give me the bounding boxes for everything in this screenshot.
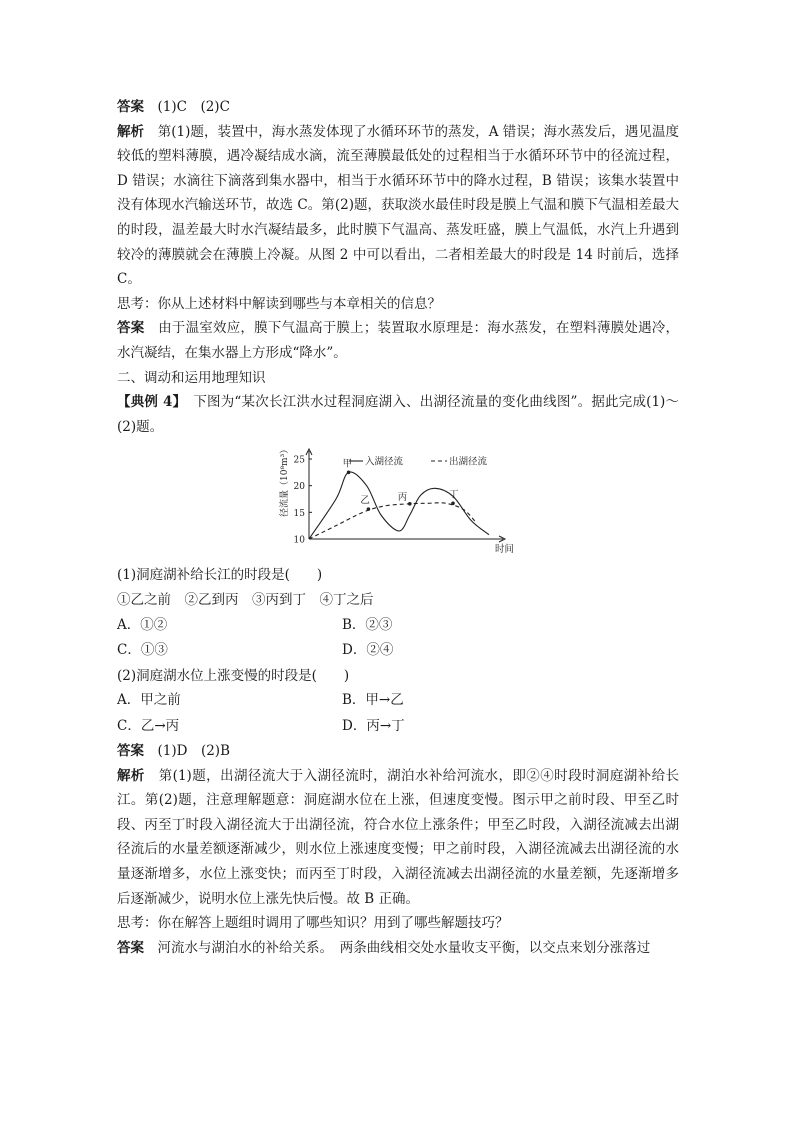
q1-options-row-1 [117,613,679,639]
point-label: 乙 [360,495,370,507]
point-marker [451,502,455,506]
think-answer-2 [117,936,679,961]
q2-options-row-2 [117,714,679,740]
answer-label-2: 答案 [117,743,144,760]
think-question-1: 思考：你从上述材料中解读到哪些与本章相关的信息？ [117,295,441,312]
answer-line-1 [117,95,679,120]
analysis-text: 第(1)题，装置中，海水蒸发体现了水循环环节的蒸发，A 错误；海水蒸发后，遇见温度较低的塑料薄膜，遇冷凝结成水滴，流至薄膜最低处的过程相当于水循环环节中的径流过程，D 错误；水滴往下滴落到集水器中，相当于水循环环节中的降水过程，B 错误；该集水装置中没有体现水汽输送环节，故选 C。第(2)题，获取淡水最佳时段是膜上气温和膜下气温相差最大的时段，温差最大时水汽凝结最多，此时膜下气温高、蒸发旺盛，膜上气温低，水汽上升遇到较冷的薄膜就会在薄膜上冷凝。从图 2 中可以看出，二者相差最大的时段是 14 时前后，选择 C。 [117,123,680,288]
point-marker [347,471,351,475]
analysis-label: 解析 [117,123,145,140]
y-tick-label: 25 [293,455,305,466]
analysis-text-2: 第(1)题，出湖径流大于入湖径流时，湖泊水补给河流水，即②④时段时洞庭湖补给长江。第(2)题，注意理解题意：洞庭湖水位在上涨，但速度变慢。图示甲之前时段、甲至乙时段、丙至丁时段入湖径流大于出湖径流，符合水位上涨条件；甲至乙时段，入湖径流减去出湖径流后的水量差额逐渐减少，则水位上涨速度变慢；甲之前时段，入湖径流减去出湖径流的水量逐渐增多，水位上涨变快；而丙至丁时段，入湖径流减去出湖径流的水量差额，先逐渐增多后逐渐减少，说明水位上涨先快后慢。故 B 正确。 [117,767,680,907]
q2-option-b: B．甲→乙 [342,692,404,709]
point-label: 甲 [342,458,353,470]
example-intro [117,390,679,439]
y-tick-label: 15 [293,509,305,520]
legend-inflow-label: 入湖径流 [365,456,404,468]
answer-text: (1)C (2)C [157,99,230,115]
think-answer-label-2: 答案 [117,939,144,956]
point-marker [367,508,371,512]
think-answer-1 [117,316,679,365]
think-answer-text-2: 河流水与湖泊水的补给关系。 两条曲线相交处水量收支平衡，以交点来划分涨落过 [157,939,651,956]
point-label: 丙 [397,492,408,504]
runoff-chart [117,443,679,561]
example-tag: 【典例 4】 [117,394,180,411]
think-question-2: 思考：你在解答上题组时调用了哪些知识？用到了哪些解题技巧？ [117,915,509,932]
y-tick-label: 20 [293,482,305,493]
y-tick-label: 10 [293,535,305,546]
q2-option-a: A．甲之前 [117,692,181,709]
answer-label: 答案 [117,99,144,115]
outflow-series-line [309,503,476,539]
inflow-series-line [309,472,489,539]
x-axis-label: 时间 [495,544,515,556]
y-axis-label: 径流量（10⁸m³） [280,445,290,518]
q2-option-d: D．丙→丁 [342,717,405,734]
answer-text-2: (1)D (2)B [157,743,230,760]
q2-option-c: C．乙→丙 [117,717,180,734]
q2-stem: (2)洞庭湖水位上涨变慢的时段是( ) [117,667,350,684]
point-label: 丁 [449,489,459,501]
runoff-chart-svg [117,443,679,561]
q1-option-b: B．②③ [342,616,393,633]
q1-option-c: C．①③ [117,642,168,658]
answer-line-2 [117,739,679,764]
think-answer-text: 由于温室效应，膜下气温高于膜上；装置取水原理是：海水蒸发，在塑料薄膜处遇冷，水汽凝结，在集水器上方形成“降水”。 [117,320,680,361]
q1-option-d: D．②④ [342,642,394,658]
q1-stem: (1)洞庭湖补给长江的时段是( ) [117,567,323,584]
legend-outflow-label: 出湖径流 [449,456,488,468]
example-intro-text: 下图为“某次长江洪水过程洞庭湖入、出湖径流量的变化曲线图”。据此完成(1)～(2)题。 [117,394,680,435]
analysis-label-2: 解析 [117,767,145,784]
analysis-paragraph-1 [117,120,679,292]
q1-options-row-2 [117,638,679,664]
think-answer-label: 答案 [117,320,145,337]
section-title: 二、调动和运用地理知识 [117,369,266,386]
q2-options-row-1 [117,688,679,714]
q1-items: ①乙之前 ②乙到丙 ③丙到丁 ④丁之后 [117,591,374,608]
point-marker [408,502,412,506]
document-page [117,95,679,960]
q1-option-a: A．①② [117,616,168,633]
analysis-paragraph-2 [117,764,679,912]
